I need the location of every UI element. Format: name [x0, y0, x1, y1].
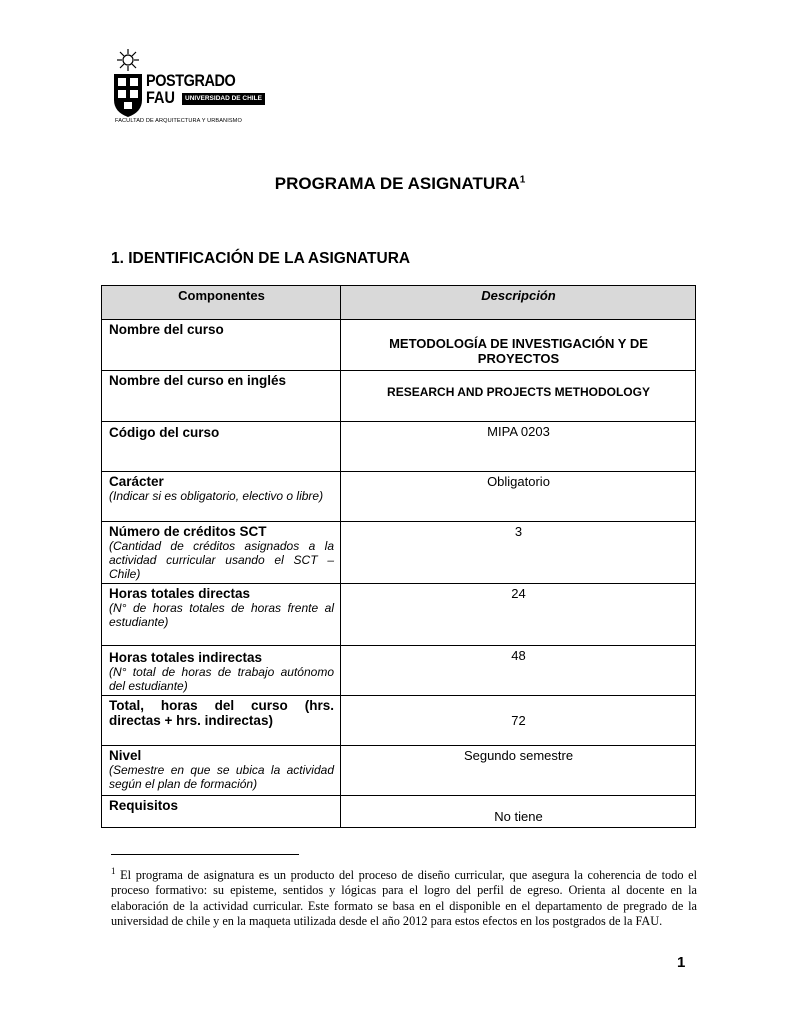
row-label-cell [102, 646, 341, 696]
row-value: 48 [341, 646, 696, 696]
row-label: Nombre del curso en inglés [109, 373, 287, 388]
row-label-cell [102, 472, 341, 522]
table-row [102, 646, 696, 696]
table-row [102, 584, 696, 646]
row-label-cell [102, 422, 341, 472]
table-header-row [102, 286, 696, 320]
row-note: (Semestre en que se ubica la actividad según el plan de formación) [109, 763, 334, 791]
row-label: Requisitos [109, 798, 179, 813]
row-label: Nivel [109, 748, 142, 763]
footnote-reference: 1 [519, 174, 526, 186]
table-row [102, 320, 696, 371]
row-label-cell [102, 746, 341, 796]
section-heading-text: IDENTIFICACIÓN DE LA ASIGNATURA [128, 250, 411, 267]
footnote-number: 1 [111, 866, 116, 876]
postgrado-fau-logo [110, 48, 262, 128]
footnote [111, 864, 697, 929]
table-row [102, 371, 696, 422]
page-title-text: PROGRAMA DE ASIGNATURA [274, 174, 520, 193]
row-label-cell [102, 584, 341, 646]
row-value: MIPA 0203 [341, 422, 696, 472]
section-number: 1. [111, 250, 124, 267]
page-title [0, 174, 800, 194]
row-label-cell [102, 522, 341, 584]
row-value: METODOLOGÍA DE INVESTIGACIÓN Y DE PROYECTOS [341, 320, 696, 371]
row-label-cell [102, 320, 341, 371]
row-label-cell [102, 371, 341, 422]
row-note-text: Indicar si es obligatorio, electivo o libre) [113, 489, 324, 503]
row-label: Carácter [109, 474, 164, 489]
row-value: Obligatorio [341, 472, 696, 522]
page-number: 1 [677, 954, 686, 971]
logo-university-badge: UNIVERSIDAD DE CHILE [182, 93, 265, 105]
row-label-cell [102, 696, 341, 746]
row-value: RESEARCH AND PROJECTS METHODOLOGY [341, 371, 696, 422]
row-value: Segundo semestre [341, 746, 696, 796]
row-note: (N° de horas totales de horas frente al estudiante) [109, 601, 334, 629]
table-row [102, 522, 696, 584]
row-label-cell [102, 796, 341, 828]
row-value: 3 [341, 522, 696, 584]
row-label: Código del curso [109, 425, 220, 440]
row-label: Horas totales indirectas [109, 650, 263, 665]
logo-faculty-text: FACULTAD DE ARQUITECTURA Y URBANISMO [115, 118, 242, 124]
identification-table [101, 285, 696, 828]
header-componentes: Componentes [102, 286, 341, 320]
row-label: Número de créditos SCT [109, 524, 267, 539]
table-row [102, 796, 696, 828]
section-heading [111, 250, 410, 268]
logo-fau-text: FAU [146, 88, 175, 107]
footnote-text: El programa de asignatura es un producto del proceso de diseño curricular, que asegura la coherencia de todo el proceso formativo: su episteme, sentidos y lógicas para el logro del perfil de egreso. Orienta al docente en la elaboración de la actividad curricular. Este formato se basa en el disponible en el departamento de pregrado de la universidad de chile y en la maqueta utilizada desde el año 2012 para estos efectos en los postgrados de la FAU. [111, 868, 698, 928]
row-note: (Indicar si es obligatorio, electivo o libre) [109, 489, 324, 503]
row-value: No tiene [341, 796, 696, 828]
header-descripcion: Descripción [341, 286, 696, 320]
row-note: (Cantidad de créditos asignados a la actividad curricular usando el SCT – Chile) [109, 539, 334, 581]
row-label: Total, horas del curso (hrs. directas + hrs. indirectas) [109, 698, 334, 728]
table-row [102, 746, 696, 796]
row-label: Nombre del curso [109, 322, 224, 337]
row-note: (N° total de horas de trabajo autónomo del estudiante) [109, 665, 334, 693]
footnote-separator [111, 854, 299, 855]
table-row [102, 422, 696, 472]
row-label: Horas totales directas [109, 586, 251, 601]
row-value: 72 [341, 696, 696, 746]
university-emblem-icon [110, 48, 146, 118]
table-row [102, 696, 696, 746]
table-row [102, 472, 696, 522]
row-value: 24 [341, 584, 696, 646]
logo-postgrado-text: POSTGRADO [146, 71, 236, 90]
row-note-text: Semestre en que se ubica la actividad según el plan de formación) [109, 763, 334, 791]
